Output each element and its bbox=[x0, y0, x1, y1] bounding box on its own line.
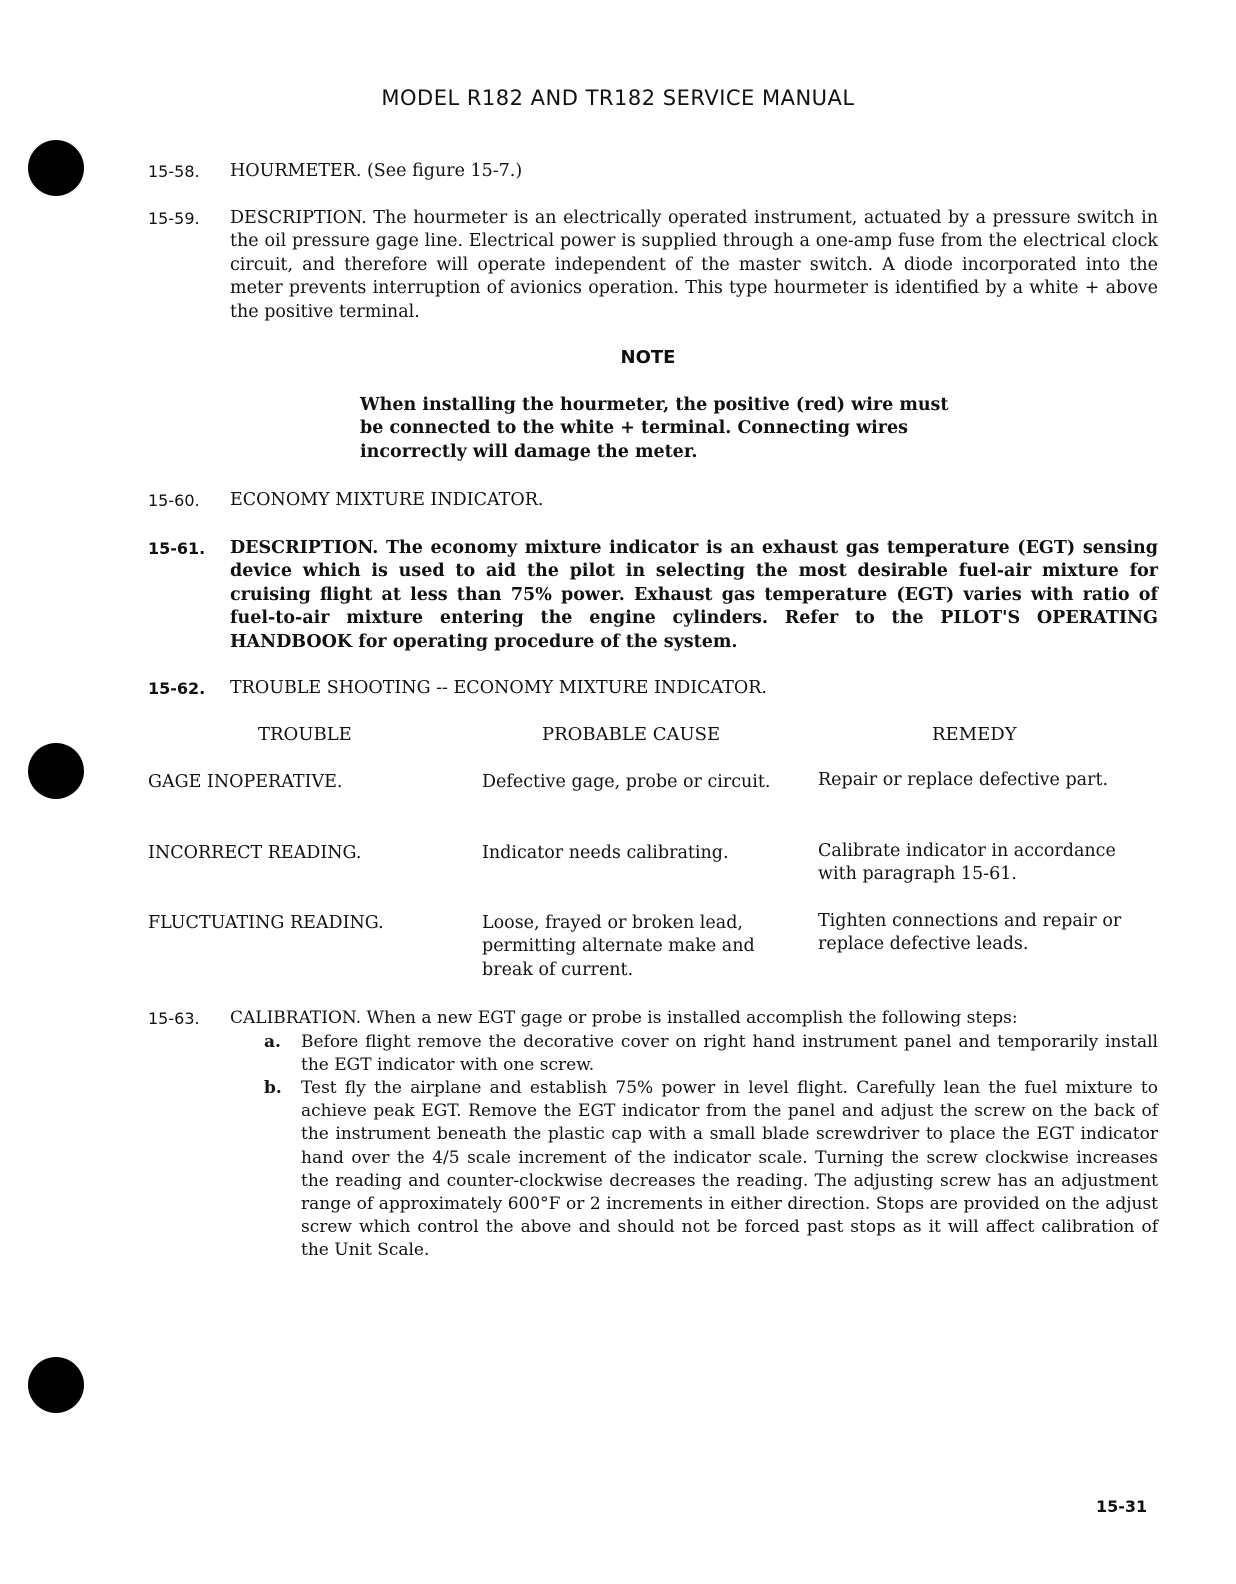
section-15-62 bbox=[148, 677, 1158, 700]
remedy-cell: Tighten connections and repair or replace defective leads. bbox=[818, 911, 1122, 955]
section-number: 15-60. bbox=[148, 491, 200, 510]
binder-hole-icon bbox=[28, 140, 84, 196]
section-heading: HOURMETER. (See figure 15-7.) bbox=[230, 161, 523, 181]
cause-cell: Indicator needs calibrating. bbox=[482, 843, 729, 863]
step-text: Test fly the airplane and establish 75% power in level flight. Carefully lean the fuel mixture to achieve peak EGT. Remove the EGT indicator from the panel and adjust the screw on the back of the instrument beneath the plastic cap with a small blade screwdriver to place the EGT indicator hand over the 4/5 scale increment of the indicator scale. Turning the screw clockwise increases the reading and counter-clockwise decreases the reading. The adjusting screw has an adjustment range of approximately 600°F or 2 increments in either direction. Stops are provided on the adjust screw which control the above and should not be forced past stops as it will affect calibration of the Unit Scale. bbox=[301, 1078, 1158, 1261]
section-number: 15-58. bbox=[148, 162, 200, 181]
cause-cell: Loose, frayed or broken lead, permitting alternate make and break of current. bbox=[482, 913, 755, 980]
section-text: DESCRIPTION. The hourmeter is an electrically operated instrument, actuated by a pressure switch in the oil pressure gage line. Electrical power is supplied through a one-amp fuse from the electrical clock circuit, and therefore will operate independent of the master switch. A diode incorporated into the meter prevents interruption of avionics operation. This type hourmeter is identified by a white + above the positive terminal. bbox=[230, 208, 1158, 322]
table-header-remedy: REMEDY bbox=[932, 724, 1017, 745]
section-15-63 bbox=[148, 1007, 1158, 1030]
section-heading: TROUBLE SHOOTING -- ECONOMY MIXTURE INDICATOR. bbox=[230, 678, 767, 698]
note-heading: NOTE bbox=[620, 347, 676, 368]
section-15-60 bbox=[148, 489, 1158, 512]
section-number: 15-61. bbox=[148, 539, 206, 558]
trouble-cell: FLUCTUATING READING. bbox=[148, 913, 384, 933]
step-text: Before flight remove the decorative cover on right hand instrument panel and temporarily install the EGT indicator with one screw. bbox=[301, 1032, 1158, 1076]
section-number: 15-63. bbox=[148, 1009, 200, 1028]
section-text: DESCRIPTION. The economy mixture indicator is an exhaust gas temperature (EGT) sensing device which is used to aid the pilot in selecting the most desirable fuel-air mixture for cruising flight at less than 75% power. Exhaust gas temperature (EGT) varies with ratio of fuel-to-air mixture entering the engine cylinders. Refer to the PILOT'S OPERATING HANDBOOK for operating procedure of the system. bbox=[230, 538, 1158, 652]
remedy-cell: Calibrate indicator in accordance with paragraph 15-61. bbox=[818, 841, 1116, 885]
cause-cell: Defective gage, probe or circuit. bbox=[482, 772, 771, 792]
trouble-cell: INCORRECT READING. bbox=[148, 843, 362, 863]
section-15-61 bbox=[148, 537, 1158, 654]
page-title: MODEL R182 AND TR182 SERVICE MANUAL bbox=[381, 86, 855, 110]
page-number: 15-31 bbox=[1096, 1497, 1148, 1516]
remedy-cell: Repair or replace defective part. bbox=[818, 770, 1109, 790]
table-header-cause: PROBABLE CAUSE bbox=[542, 724, 721, 745]
section-heading: ECONOMY MIXTURE INDICATOR. bbox=[230, 490, 544, 510]
note-text: When installing the hourmeter, the positive (red) wire must be connected to the white + terminal. Connecting wires incorrectly will damage the meter. bbox=[360, 395, 949, 462]
binder-hole-icon bbox=[28, 1357, 84, 1413]
table-header-trouble: TROUBLE bbox=[258, 724, 352, 745]
step-letter: a. bbox=[264, 1032, 281, 1052]
step-letter: b. bbox=[264, 1078, 282, 1098]
section-15-58 bbox=[148, 160, 1158, 183]
calibration-step bbox=[264, 1031, 1158, 1077]
section-text: CALIBRATION. When a new EGT gage or probe is installed accomplish the following steps: bbox=[230, 1008, 1018, 1028]
trouble-cell: GAGE INOPERATIVE. bbox=[148, 772, 343, 792]
section-number: 15-59. bbox=[148, 209, 200, 228]
section-15-59 bbox=[148, 207, 1158, 324]
section-number: 15-62. bbox=[148, 679, 206, 698]
calibration-step bbox=[264, 1077, 1158, 1263]
binder-hole-icon bbox=[28, 743, 84, 799]
